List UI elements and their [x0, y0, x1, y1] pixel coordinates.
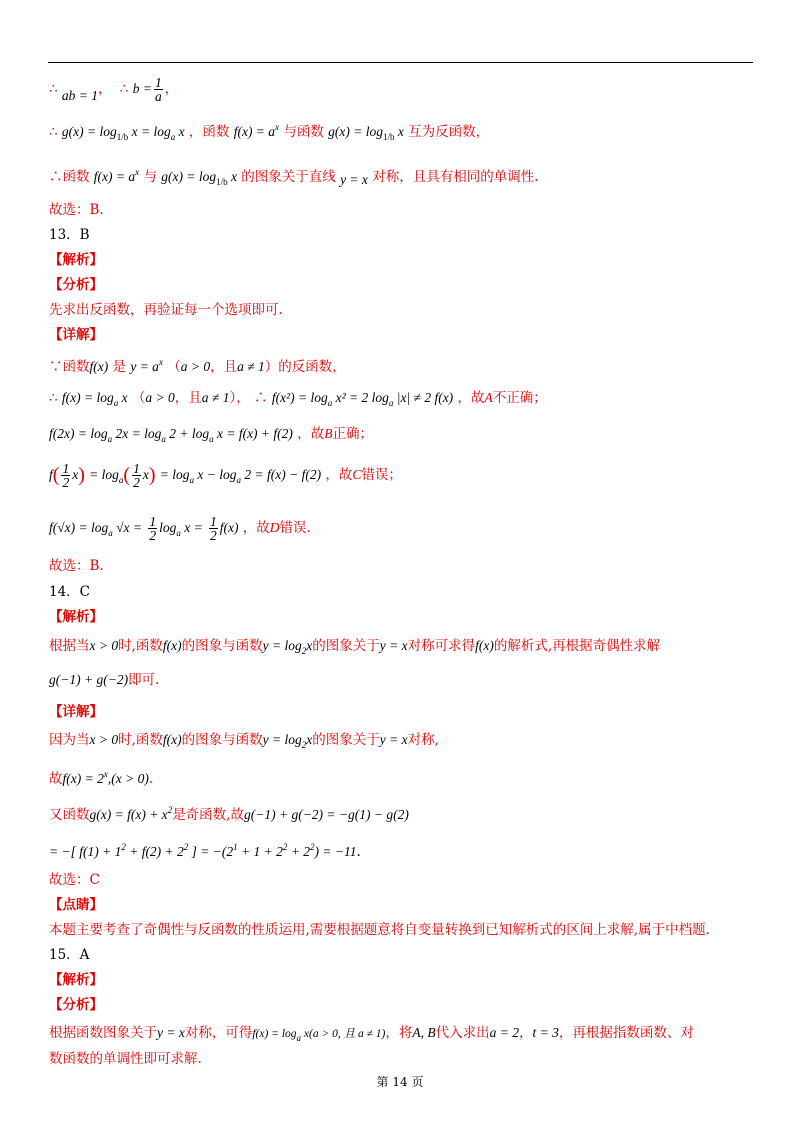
line-15-analysis: 根据函数图象关于y = x对称，可得$f(x) = \log_a x(a > 0$, 且 a ≠ 1)，将A, B代入求出a = 2，t = 3，再根据指数函数、对	[49, 1025, 694, 1043]
answer-12: 故选：B.	[49, 202, 104, 218]
section-jiexi: 【解析】	[49, 252, 103, 268]
section-dianjing: 【点睛】	[49, 897, 103, 913]
line-option-a: ∴ $f(x) = \log_a x$ （a > 0，且a ≠ 1）， ∴ $f(x^2) = \log_a x^2 = 2$ $\log_a |x| \ne 2$ f(x) ，故A不正确；	[49, 390, 547, 408]
line-14-detail-4: = −[ $f(1) + 1^2 + f(2) + 2^2$ ] = $-(2^1 + 1 + 2^2 + 2^2) = -11$.	[49, 842, 361, 860]
line-option-b: $f(2x) = \log_a 2x = \log_a 2 + \log_a x = f(x) + f(2)$ ，故B正确；	[49, 426, 373, 444]
analysis-text: 先求出反函数，再验证每一个选项即可.	[49, 302, 283, 318]
section-fenxi: 【分析】	[49, 277, 103, 293]
question-14-answer: 14．C	[49, 584, 91, 600]
line-ab-eq-1: ∴ ab = 1， ∴ b = $\frac{1}{a}$ ，	[49, 75, 179, 104]
section-jiexi-15: 【解析】	[49, 972, 103, 988]
answer-13: 故选：B.	[49, 558, 104, 574]
page-footer: 第 14 页	[376, 1075, 424, 1089]
line-option-c: f( $\frac{1}{2}$ $x) = \log_a$( $\frac{1}{2}$ $x) = \log_a x - \log_a 2 = f(x) - f(2)$ ，故C错误；	[49, 461, 402, 490]
line-option-d: $f(√x) = \log_a √x$ = $\frac{1}{2}$ $\log_a x$ = $\frac{1}{2}$ f(x) ，故D错误.	[49, 514, 311, 543]
section-xiangjie: 【详解】	[49, 327, 103, 343]
answer-14: 故选：C	[49, 872, 100, 888]
line-14-analysis: 根据当x > 0时,函数f(x)的图象与函数$y = \log_2x$的图象关于y = x对称可求得f(x)的解析式,再根据奇偶性求解	[49, 638, 661, 656]
line-g-inverse: ∴ $g(x) = \log_{1/b} x = \log_a x$ ，函数 $f(x) = a^x$ 与函数 $g(x) = \log_{1/b} x$ 互为反函数，	[49, 122, 490, 142]
line-14-detail-3: 又函数$g(x) = f(x) + x^2$是奇函数,故g(−1) + g(−2) = −g(1) − g(2)	[49, 805, 409, 823]
line-14-detail-2: 故$f(x) = 2^x,(x > 0)$.	[49, 769, 154, 787]
fraction-1-over-a: $\frac{1}{a}$	[154, 75, 162, 104]
line-symmetric: ∴函数 $f(x) = a^x$ 与 $g(x) = \log_{1/b} x$ 的图象关于直线 y = x 对称，且具有相同的单调性.	[49, 167, 539, 187]
section-fenxi-15: 【分析】	[49, 997, 103, 1013]
question-13-answer: 13．B	[49, 227, 90, 243]
line-14-analysis-cont: g(−1) + g(−2)即可.	[49, 672, 160, 688]
section-jiexi-14: 【解析】	[49, 609, 103, 625]
line-15-analysis-cont: 数函数的单调性即可求解.	[49, 1051, 202, 1067]
line-inverse-of-ax: ∵函数f(x) 是 $y = a^x$ （a > 0，且a ≠ 1）的反函数，	[49, 357, 346, 375]
question-15-answer: 15．A	[49, 947, 90, 963]
section-xiangjie-14: 【详解】	[49, 704, 103, 720]
header-rule	[48, 62, 753, 63]
line-14-detail-1: 因为当x > 0时,函数f(x)的图象与函数$y = \log_2x$的图象关于y = x对称,	[49, 732, 439, 750]
comment-text: 本题主要考查了奇偶性与反函数的性质运用,需要根据题意将自变量转换到已知解析式的区间上求解,属于中档题.	[49, 922, 710, 938]
